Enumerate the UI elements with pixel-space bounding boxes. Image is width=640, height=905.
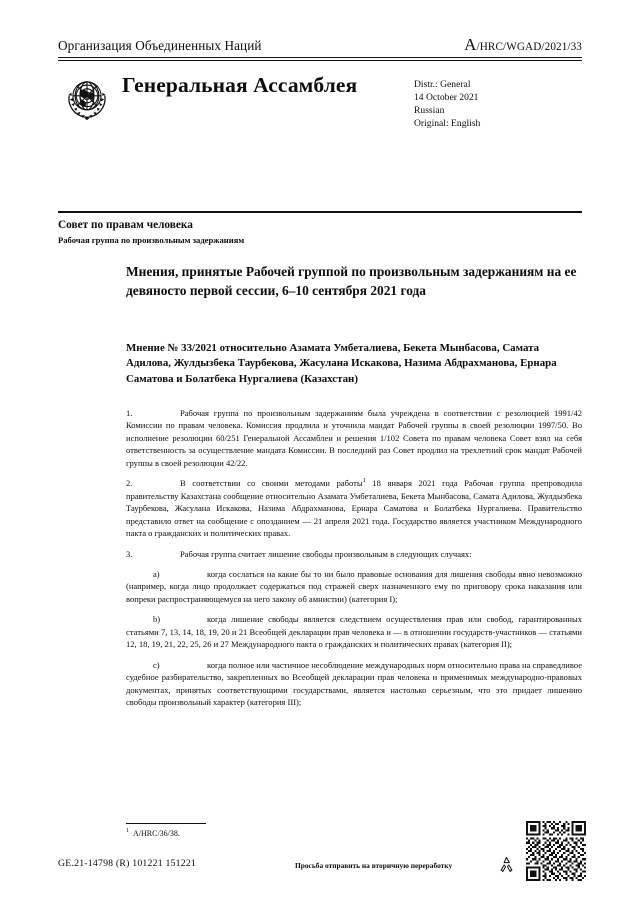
paragraph-number: 3. [126,548,133,559]
distribution-date: 14 October 2021 [414,91,479,103]
paragraph-number: 1. [126,408,133,418]
paragraph-text: когда сослаться на какие бы то ни было правовые основания для лишения свободы явно невозможно (например, когда лицо продолжает содержаться под стражей сверх назначенного ему по приговору срока наказания или вопреки распространяющемуся на него закону об амнистии) (категория I); [126,568,582,604]
footnote-reference: 1 [362,477,366,485]
masthead-body-row [58,68,582,131]
recycling-symbol-icon [497,855,516,874]
footnote-marker: 1 [126,828,129,835]
distribution-original: Original: English [414,118,481,130]
paragraph-number: c) [153,659,160,670]
qr-code [518,821,594,881]
general-assembly-title: Генеральная Ассамблея [122,72,358,97]
paragraph-3a [126,568,582,605]
document-symbol-rest: /HRC/WGAD/2021/33 [476,41,582,53]
paragraph-3b [126,613,582,650]
opinion-title: Мнение № 33/2021 относительно Азамата Умбеталиева, Бекета Мынбасова, Самата Адилова, Жулдызбека Таурбекова, Жасулана Искакова, Назима Абдрахманова, Ернара Саматова и Болатбека Нургалиева (Казахстан) [126,342,557,385]
working-group-name: Рабочая группа по произвольным задержаниям [58,235,245,245]
paragraph-1 [126,407,582,469]
un-emblem-icon [60,71,114,125]
paragraph-text: Рабочая группа по произвольным задержаниям была учреждена в соответствии с резолюцией 1991/42 Комиссии по правам человека. Комиссия продлила и уточнила мандат Рабочей группы в своей резолюции 1997/50. Во исполнение резолюции 60/251 Генеральной Ассамблеи и решения 1/102 Совета по правам человека Совет взял на себя ответственность за осуществление мандата Комиссии. В последний раз Совет продлил на трехлетний срок мандат Рабочей группы в своей резолюции 42/22. [126,408,582,468]
paragraph-number: b) [153,614,161,625]
paragraph-3 [126,548,582,560]
paragraph-number: 2. [126,478,133,489]
masthead-divider [58,57,582,61]
council-name: Совет по правам человека [58,219,193,231]
paragraph-3c [126,659,582,709]
recycle-note: Просьба отправить на вторичную переработку [295,861,453,870]
distribution-language: Russian [414,105,445,116]
paragraph-number: a) [153,568,160,579]
footnote-text: A/HRC/36/38. [133,829,180,838]
footnote-separator [126,823,206,824]
masthead-top-row [58,36,582,56]
footnote [126,828,180,839]
paragraph-text-after-note: 18 января 2021 года Рабочая группа препроводила правительству Казахстана сообщение относительно Азамата Умбеталиева, Бекета Мынбасова, Самата Адилова, Жулдызбека Таурбекова, Жасулана Искакова, Назима Абдрахманова, Ернара Саматова и Болатбека Нургалиева. Правительство представило ответ на сообщение с опозданием — 21 апреля 2021 года. Государство является участником Международного пакта о гражданских и политических правах. [126,478,582,539]
job-number: GE.21-14798 (R) 101221 151221 [58,858,197,869]
section-divider [58,211,582,213]
paragraph-text [126,477,582,539]
distribution-line: Distr.: General [414,78,471,90]
masthead [58,36,582,130]
paragraph-text: когда лишение свободы является следствием осуществления прав или свобод, гарантированных статьями 7, 13, 14, 18, 19, 20 и 21 Всеобщей декларации прав человека и — в отношении государств-участников — статьями 12, 18, 19, 21, 22, 25, 26 и 27 Международного пакта о гражданских и политических правах (категория II); [126,614,582,650]
paragraph-2 [126,477,582,539]
distribution-block [414,68,582,131]
organization-name: Организация Объединенных Наций [58,38,262,53]
paragraph-text: Рабочая группа считает лишение свободы произвольным в следующих случаях: [180,548,472,559]
organ-block [58,218,582,247]
paragraph-text-before-note: В соответствии со своими методами работы [180,478,363,489]
page-title: Мнения, принятые Рабочей группой по произвольным задержаниям на ее девяносто первой сессии, 6–10 сентября 2021 года [126,264,577,299]
document-symbol [464,36,582,54]
paragraph-text: когда полное или частичное несоблюдение международных норм относительно права на справедливое судебное разбирательство, закрепленных во Всеобщей декларации прав человека и применимых международно-правовых документах, принятых соответствующими государствами, является настолько серьезным, что это придает лишению свободы произвольный характер (категория III); [126,659,582,708]
document-symbol-prefix: A [464,35,477,54]
paragraph-list [126,407,582,717]
